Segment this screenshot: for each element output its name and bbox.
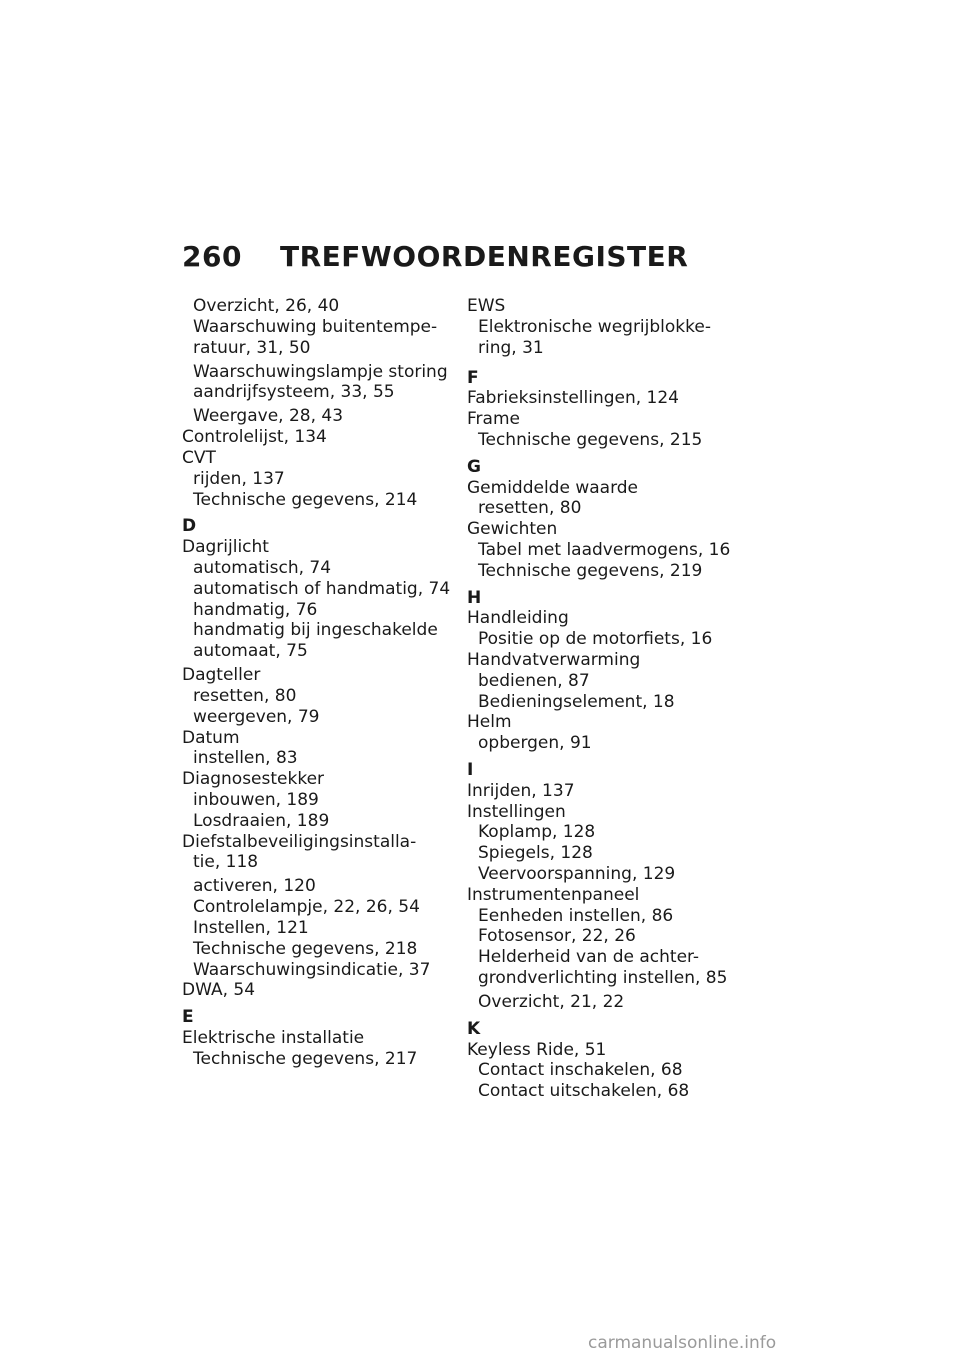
index-entry: Diagnosestekker (182, 769, 325, 790)
index-subentry: Overzicht, 26, 40 (193, 296, 340, 316)
index-entry: Keyless Ride, 51 (467, 1039, 607, 1060)
index-subentry: bedienen, 87 (478, 670, 590, 691)
index-subentry: Technische gegevens, 217 (193, 1048, 418, 1069)
index-subentry: handmatig, 76 (193, 599, 318, 620)
index-subentry: Fotosensor, 22, 26 (478, 926, 636, 947)
index-subentry: inbouwen, 189 (193, 789, 319, 810)
index-entry: Diefstalbeveiligingsinstalla- (182, 831, 417, 852)
index-subentry: Contact inschakelen, 68 (478, 1060, 683, 1081)
index-subentry: resetten, 80 (193, 685, 297, 706)
index-subentry: activeren, 120 (193, 876, 316, 897)
index-column-left (182, 296, 452, 1070)
index-subentry: rijden, 137 (193, 468, 285, 489)
index-subentry: weergeven, 79 (193, 706, 320, 727)
index-subentry: Waarschuwingsindicatie, 37 (193, 959, 431, 980)
index-entry: EWS (467, 296, 506, 316)
index-column-right (467, 296, 747, 1102)
index-subentry: Bedieningselement, 18 (478, 691, 675, 712)
index-subentry: Overzicht, 21, 22 (478, 991, 625, 1012)
index-entry: Instrumentenpaneel (467, 884, 640, 905)
index-subentry: grondverlichting instellen, 85 (478, 967, 728, 988)
index-subentry: Losdraaien, 189 (193, 810, 330, 831)
index-subentry: ratuur, 31, 50 (193, 337, 311, 358)
index-subentry: Elektronische wegrijblokke- (478, 316, 711, 337)
index-entry: Elektrische installatie (182, 1027, 365, 1048)
index-subentry: Koplamp, 128 (478, 822, 596, 843)
index-entry: Frame (467, 409, 520, 430)
index-entry: Fabrieksinstellingen, 124 (467, 388, 680, 409)
index-subentry: Technische gegevens, 218 (193, 938, 418, 959)
index-subentry: automatisch of handmatig, 74 (193, 578, 451, 599)
index-subentry: tie, 118 (193, 852, 259, 873)
index-letter-heading: K (467, 1018, 481, 1039)
index-subentry: Weergave, 28, 43 (193, 406, 344, 427)
index-entry: Dagteller (182, 665, 261, 686)
index-subentry: opbergen, 91 (478, 733, 592, 754)
index-entry: Helm (467, 712, 512, 733)
index-letter-heading: G (467, 456, 481, 477)
watermark: carmanualsonline.info (588, 1333, 777, 1353)
index-subentry: Eenheden instellen, 86 (478, 905, 674, 926)
index-subentry: Helderheid van de achter- (478, 947, 700, 968)
index-entry: Dagrijlicht (182, 537, 269, 558)
index-subentry: Contact uitschakelen, 68 (478, 1081, 690, 1102)
index-subentry: Veervoorspanning, 129 (478, 863, 676, 884)
index-subentry: Positie op de motorfiets, 16 (478, 629, 713, 650)
index-letter-heading: I (467, 759, 474, 780)
index-entry: Controlelijst, 134 (182, 427, 327, 448)
index-entry: Handvatverwarming (467, 649, 641, 670)
index-subentry: Waarschuwing buitentempe- (193, 316, 438, 337)
index-subentry: Technische gegevens, 214 (193, 489, 418, 510)
index-entry: Datum (182, 727, 240, 748)
index-subentry: resetten, 80 (478, 498, 582, 519)
index-subentry: Controlelampje, 22, 26, 54 (193, 897, 420, 918)
index-entry: CVT (182, 447, 216, 468)
index-entry: Gewichten (467, 519, 558, 540)
index-entry: Instellingen (467, 801, 566, 822)
page-title: TREFWOORDENREGISTER (280, 240, 689, 273)
index-subentry: instellen, 83 (193, 748, 298, 769)
index-subentry: ring, 31 (478, 337, 544, 358)
index-letter-heading: H (467, 587, 482, 608)
index-letter-heading: F (467, 367, 479, 388)
index-subentry: automaat, 75 (193, 641, 308, 662)
index-subentry: Instellen, 121 (193, 917, 309, 938)
index-entry: Handleiding (467, 608, 569, 629)
index-subentry: automatisch, 74 (193, 557, 332, 578)
index-subentry: Tabel met laadvermogens, 16 (478, 539, 731, 560)
index-subentry: aandrijfsysteem, 33, 55 (193, 382, 395, 403)
index-entry: Inrijden, 137 (467, 780, 575, 801)
index-subentry: Spiegels, 128 (478, 843, 593, 864)
index-subentry: Technische gegevens, 215 (478, 429, 703, 450)
index-letter-heading: D (182, 516, 197, 537)
index-entry: DWA, 54 (182, 980, 256, 1001)
index-subentry: Waarschuwingslampje storing (193, 361, 448, 382)
page-number: 260 (182, 240, 242, 273)
index-entry: Gemiddelde waarde (467, 477, 639, 498)
page-header (182, 240, 688, 273)
index-letter-heading: E (182, 1007, 194, 1028)
index-subentry: Technische gegevens, 219 (478, 560, 703, 581)
index-subentry: handmatig bij ingeschakelde (193, 620, 438, 641)
